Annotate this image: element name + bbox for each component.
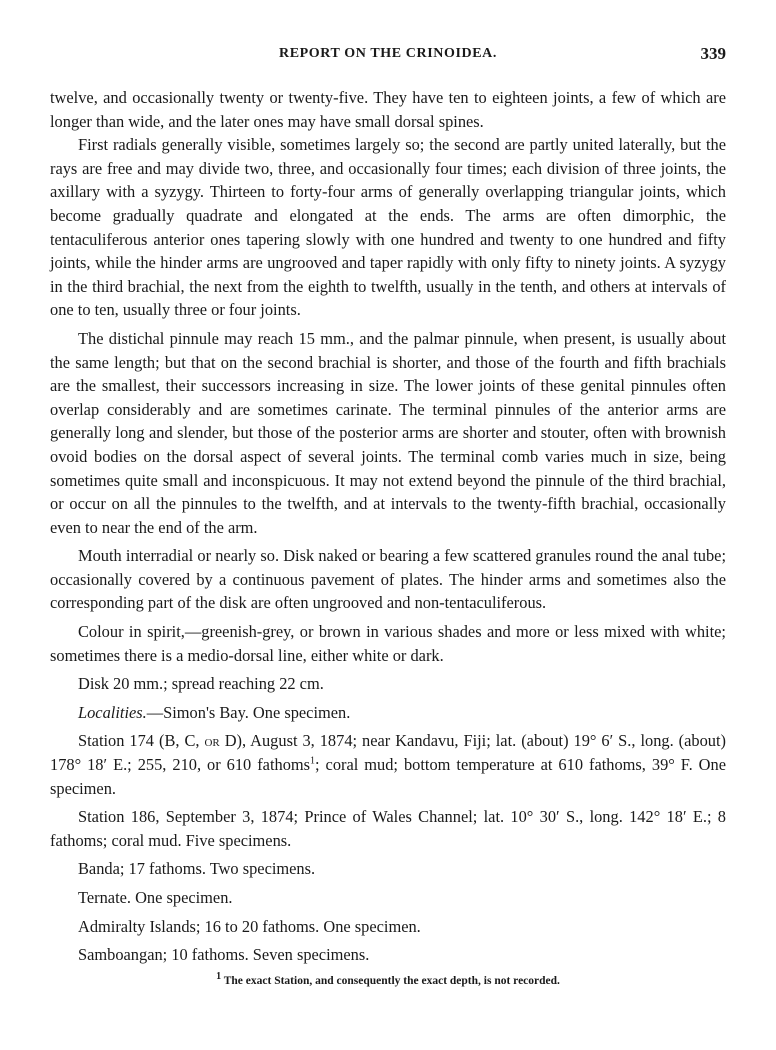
running-title: REPORT ON THE CRINOIDEA. (279, 46, 497, 61)
footnote-reference: 1 (310, 755, 316, 767)
paragraph-pinnules: The distichal pinnule may reach 15 mm., and the palmar pinnule, when present, is usually about the same length; but that on the second brachial is shorter, and those of the fourth and fifth brachials are the smallest, their successors increasing in size. The lower joints of these genital pinnules often overlap considerably and are sometimes carinate. The terminal pinnules of the anterior arms are generally long and slender, but those of the posterior arms are shorter and stouter, often with brownish ovoid bodies on the dorsal aspect of several joints. The terminal comb varies much in size, being sometimes quite small and inconspicuous. It may not extend beyond the pinnule of the third brachial, or occur on all the pinnules to the twelfth, and at intervals to the twenty-fifth brachial, occasionally even to near the end of the arm. (50, 328, 726, 537)
station-174-mid: ), August 3, 1874; near Kandavu, Fiji; lat. (about) 19° 6′ S., long. (about) 178° 18′ E.; 255, 210, or 610 fathoms (50, 731, 726, 775)
locality-station-186: Station 186, September 3, 1874; Prince of Wales Channel; lat. 10° 30′ S., long. 142° 18′ E.; 8 fathoms; coral mud. Five specimens. (50, 807, 726, 850)
localities-label: Localities. (78, 702, 147, 722)
locality-simons-bay (50, 701, 726, 725)
paragraph-mouth-disk: Mouth interradial or nearly so. Disk naked or bearing a few scattered granules round the anal tube; occasionally covered by a continuous pavement of plates. The hinder arms and sometimes also the corresponding part of the disk are often ungrooved and non-tentaculiferous. (50, 546, 726, 613)
paragraph-radials: First radials generally visible, sometimes largely so; the second are partly united laterally, but the rays are free and may divide two, three, and occasionally four times; each division of three joints, the axillary with a syzygy. Thirteen to forty-four arms of generally overlapping triangular joints, which become gradually quadrate and elongated at the ends. The arms are often dimorphic, the tentaculiferous anterior ones tapering slowly with one hundred and twenty to one hundred and fifty joints, while the hinder arms are ungrooved and taper rapidly with only fifty to ninety joints. A syzygy in the third brachial, the next from the eighth to twelfth, usually in the tenth, and others at intervals of one to ten, usually three or four joints. (50, 135, 726, 320)
station-174-end: ; coral mud; bottom temperature at 610 fathoms, 39° F. One specimen. (50, 755, 726, 798)
station-174-start: Station 174 ( (78, 731, 165, 751)
running-header (50, 42, 726, 66)
locality-banda: Banda; 17 fathoms. Two specimens. (78, 859, 316, 879)
footnote-mark: 1 (216, 970, 222, 982)
main-text (50, 86, 726, 989)
locality-admiralty: Admiralty Islands; 16 to 20 fathoms. One specimen. (78, 916, 421, 936)
footnote (50, 970, 726, 989)
locality-samboangan: Samboangan; 10 fathoms. Seven specimens. (78, 945, 370, 965)
paragraph-colour: Colour in spirit,—greenish-grey, or brown in various shades and more or less mixed with white; sometimes there is a medio-dorsal line, either white or dark. (50, 622, 726, 665)
locality-simons-bay-text: —Simon's Bay. One specimen. (146, 702, 351, 722)
page-number: 339 (700, 44, 726, 63)
locality-ternate: Ternate. One specimen. (78, 888, 233, 907)
paragraph-disk-size: Disk 20 mm.; spread reaching 22 cm. (78, 674, 324, 694)
paragraph-continuation: twelve, and occasionally twenty or twenty-five. They have ten to eighteen joints, a few of which are longer than wide, and the later ones may have small dorsal spines. (50, 88, 726, 131)
station-174-letters: B, C, or D (164, 731, 237, 751)
locality-station-174 (50, 729, 726, 800)
footnote-text: The exact Station, and consequently the exact depth, is not recorded. (221, 974, 560, 987)
